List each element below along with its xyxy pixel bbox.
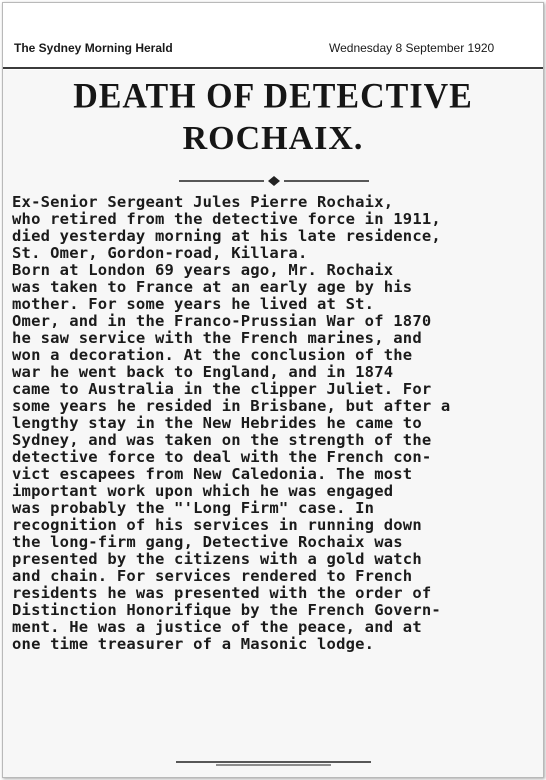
masthead — [3, 3, 543, 65]
article-line: mother. For some years he lived at St. — [12, 296, 375, 313]
page-frame — [2, 2, 544, 778]
article-line: some years he resided in Brisbane, but after a — [12, 398, 451, 415]
end-rule — [176, 760, 371, 766]
article-line: the long-firm gang, Detective Rochaix was — [12, 534, 403, 551]
article-body — [12, 194, 533, 653]
article-line: Ex-Senior Sergeant Jules Pierre Rochaix, — [12, 194, 394, 211]
article-line: lengthy stay in the New Hebrides he came to — [12, 415, 422, 432]
article-line: recognition of his services in running down — [12, 517, 422, 534]
diamond-rule-ornament — [179, 176, 369, 186]
article-line: one time treasurer of a Masonic lodge. — [12, 636, 375, 653]
article-line: Omer, and in the Franco-Prussian War of 1870 — [12, 313, 432, 330]
article-line: detective force to deal with the French con- — [12, 449, 432, 466]
article-line: war he went back to England, and in 1874 — [12, 364, 394, 381]
article-line: he saw service with the French marines, and — [12, 330, 422, 347]
article-line: was probably the "'Long Firm" case. In — [12, 500, 375, 517]
article-line: was taken to France at an early age by his — [12, 279, 413, 296]
publication-date: Wednesday 8 September 1920 — [329, 41, 495, 55]
article-line: Distinction Honorifique by the French Govern- — [12, 602, 441, 619]
article-line: Born at London 69 years ago, Mr. Rochaix — [12, 262, 394, 279]
article-line: residents he was presented with the order of — [12, 585, 432, 602]
masthead-divider — [3, 67, 543, 69]
article-line: St. Omer, Gordon-road, Killara. — [12, 245, 308, 262]
article-line: ment. He was a justice of the peace, and at — [12, 619, 422, 636]
article-line: who retired from the detective force in 1911, — [12, 211, 441, 228]
article-line: vict escapees from New Caledonia. The most — [12, 466, 413, 483]
article-headline — [3, 77, 543, 159]
headline-line-2: ROCHAIX. — [182, 120, 364, 157]
article-line: presented by the citizens with a gold watch — [12, 551, 422, 568]
article-line: and chain. For services rendered to French — [12, 568, 413, 585]
article-line: Sydney, and was taken on the strength of the — [12, 432, 432, 449]
article-line: came to Australia in the clipper Juliet. For — [12, 381, 432, 398]
article-line: important work upon which he was engaged — [12, 483, 394, 500]
headline-line-1: DEATH OF DETECTIVE — [73, 77, 473, 116]
article-line: died yesterday morning at his late residence, — [12, 228, 441, 245]
newspaper-name: The Sydney Morning Herald — [14, 41, 173, 55]
article-line: won a decoration. At the conclusion of the — [12, 347, 413, 364]
